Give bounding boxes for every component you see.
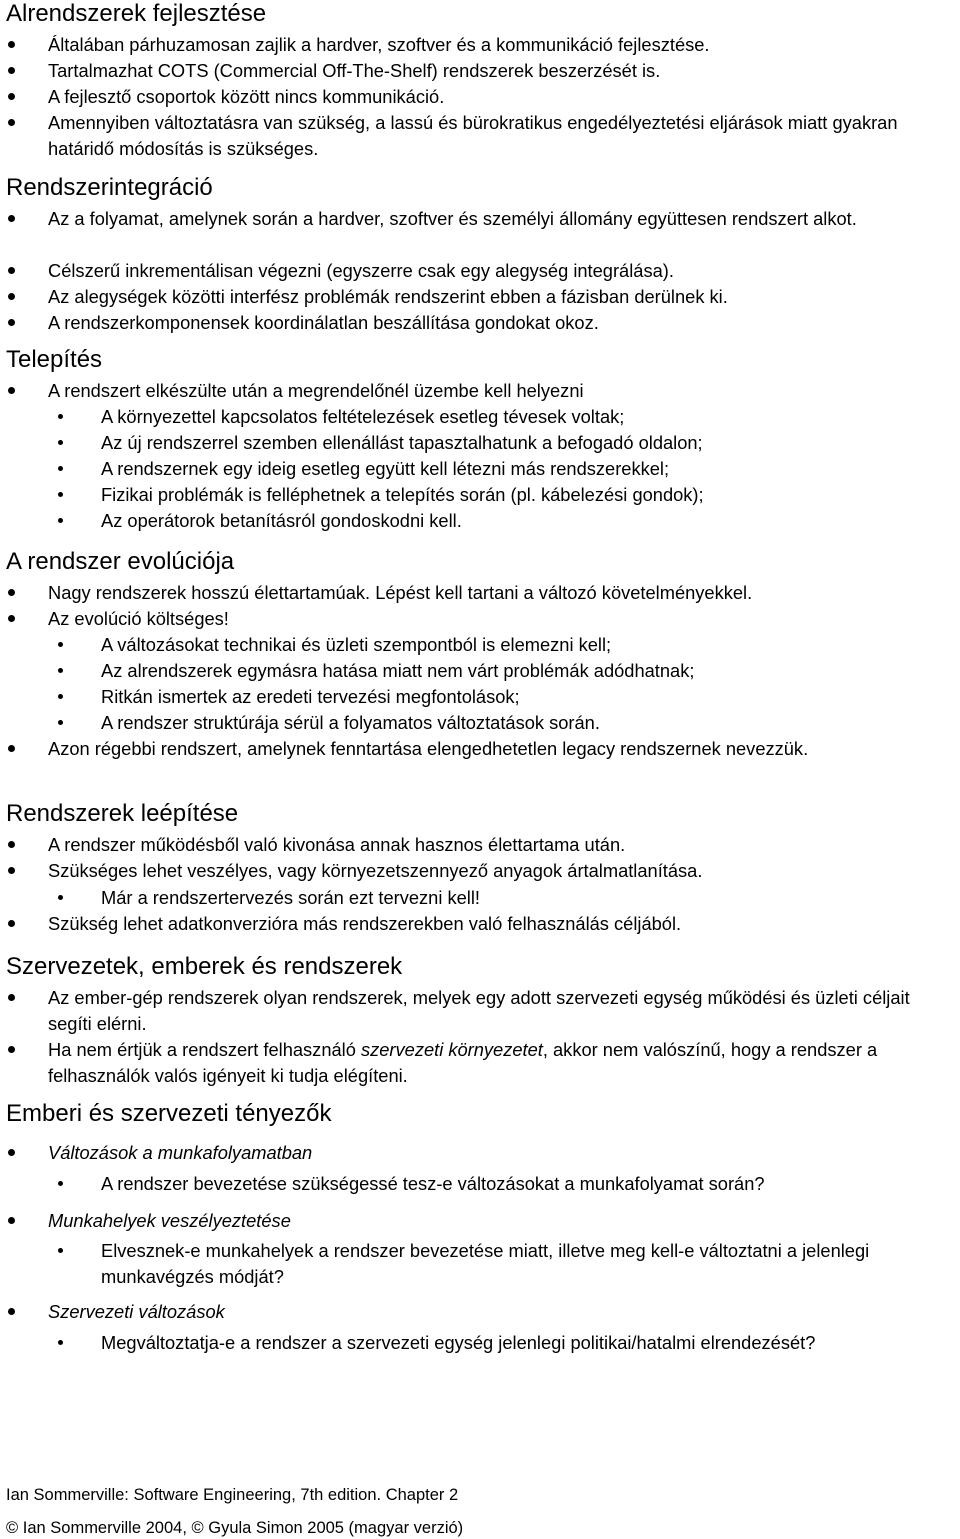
sub-bullet-icon [58, 518, 63, 523]
sub-bullet-icon [58, 668, 63, 673]
section-title-emberi-tenyezok: Emberi és szervezeti tényezők [6, 1100, 332, 1127]
footer-copyright: © Ian Sommerville 2004, © Gyula Simon 2005 (magyar verzió) [6, 1519, 464, 1537]
list-item: Az evolúció költséges! [48, 608, 229, 629]
sub-bullet-icon [58, 440, 63, 445]
sub-list-item: A rendszer struktúrája sérül a folyamatos változtatások során. [101, 712, 600, 733]
list-item: Szervezeti változások [48, 1301, 225, 1322]
list-item: A rendszer működésből való kivonása annak hasznos élettartama után. [48, 834, 626, 855]
list-item: Szükség lehet adatkonverzióra más rendszerekben való felhasználás céljából. [48, 913, 682, 934]
sub-bullet-icon [58, 1340, 63, 1345]
list-item: Az a folyamat, amelynek során a hardver, szoftver és személyi állomány együttesen rendszert alkot. [48, 208, 857, 229]
list-item: Szükséges lehet veszélyes, vagy környezetszennyező anyagok ártalmatlanítása. [48, 860, 703, 881]
bullet-icon [8, 293, 15, 300]
sub-list-item: A rendszer bevezetése szükségessé tesz-e változásokat a munkafolyamat során? [101, 1173, 765, 1194]
sub-bullet-icon [58, 642, 63, 647]
sub-bullet-icon [58, 694, 63, 699]
sub-list-item: A környezettel kapcsolatos feltételezések esetleg tévesek voltak; [101, 406, 625, 427]
list-item: Az alegységek közötti interfész problémák rendszerint ebben a fázisban derülnek ki. [48, 286, 728, 307]
list-item: A rendszerkomponensek koordinálatlan beszállítása gondokat okoz. [48, 312, 599, 333]
bullet-icon [8, 267, 15, 274]
bullet-icon [8, 589, 15, 596]
list-item: Változások a munkafolyamatban [48, 1142, 313, 1163]
bullet-icon [8, 319, 15, 326]
sub-list-item: A rendszernek egy ideig esetleg együtt kell létezni más rendszerekkel; [101, 458, 670, 479]
list-item: Azon régebbi rendszert, amelynek fenntartása elengedhetetlen legacy rendszernek nevezzük. [48, 738, 809, 759]
bullet-icon [8, 1149, 15, 1156]
sub-bullet-icon [58, 720, 63, 725]
bullet-icon [8, 1046, 15, 1053]
section-title-szervezetek: Szervezetek, emberek és rendszerek [6, 953, 403, 980]
list-item: Az ember-gép rendszerek olyan rendszerek, melyek egy adott szervezeti egység működési és üzleti céljait segíti elérni. [48, 987, 910, 1034]
footer-source: Ian Sommerville: Software Engineering, 7th edition. Chapter 2 [6, 1486, 459, 1504]
list-item: Munkahelyek veszélyeztetése [48, 1210, 291, 1231]
bullet-icon [8, 387, 15, 394]
list-item: Nagy rendszerek hosszú élettartamúak. Lépést kell tartani a változó követelményekkel. [48, 582, 753, 603]
list-item: Tartalmazhat COTS (Commercial Off-The-Shelf) rendszerek beszerzését is. [48, 60, 661, 81]
section-title-telepites: Telepítés [6, 346, 103, 373]
bullet-icon [8, 119, 15, 126]
bullet-icon [8, 215, 15, 222]
section-title-rendszerintegracio: Rendszerintegráció [6, 174, 213, 201]
bullet-icon [8, 994, 15, 1001]
section-title-alrendszerek: Alrendszerek fejlesztése [6, 0, 267, 27]
bullet-icon [8, 1308, 15, 1315]
item-text: , akkor nem valószínű, hogy a rendszer a felhasználók valós igényeit ki tudja elégíteni. [48, 1039, 878, 1086]
sub-bullet-icon [58, 1248, 63, 1253]
sub-list-item: Az operátorok betanításról gondoskodni kell. [101, 510, 462, 531]
item-text: Ha nem értjük a rendszert felhasználó [48, 1039, 361, 1060]
sub-bullet-icon [58, 466, 63, 471]
item-text-italic: szervezeti környezetet [360, 1039, 543, 1060]
list-item: Amennyiben változtatásra van szükség, a lassú és bürokratikus engedélyeztetési eljárások miatt gyakran határidő módosítás is szükséges. [48, 112, 898, 159]
bullet-icon [8, 745, 15, 752]
bullet-icon [8, 841, 15, 848]
sub-list-item: A változásokat technikai és üzleti szempontból is elemezni kell; [101, 634, 612, 655]
sub-list-item: Megváltoztatja-e a rendszer a szervezeti egység jelenlegi politikai/hatalmi elrendezését? [101, 1332, 816, 1353]
bullet-icon [8, 867, 15, 874]
bullet-icon [8, 920, 15, 927]
sub-bullet-icon [58, 1181, 63, 1186]
list-item: A fejlesztő csoportok között nincs kommunikáció. [48, 86, 445, 107]
list-item [48, 1037, 953, 1089]
sub-list-item: Már a rendszertervezés során ezt tervezni kell! [101, 887, 480, 908]
bullet-icon [8, 615, 15, 622]
bullet-icon [8, 41, 15, 48]
list-item: Általában párhuzamosan zajlik a hardver, szoftver és a kommunikáció fejlesztése. [48, 34, 710, 55]
sub-list-item: Fizikai problémák is felléphetnek a telepítés során (pl. kábelezési gondok); [101, 484, 704, 505]
sub-bullet-icon [58, 895, 63, 900]
sub-list-item: Az új rendszerrel szemben ellenállást tapasztalhatunk a befogadó oldalon; [101, 432, 703, 453]
section-title-evolucio: A rendszer evolúciója [6, 548, 235, 575]
sub-list-item: Elvesznek-e munkahelyek a rendszer bevezetése miatt, illetve meg kell-e változtatni a jelenlegi munkavégzés módját? [101, 1240, 870, 1287]
list-item: Célszerű inkrementálisan végezni (egyszerre csak egy alegység integrálása). [48, 260, 674, 281]
sub-bullet-icon [58, 492, 63, 497]
bullet-icon [8, 93, 15, 100]
sub-bullet-icon [58, 414, 63, 419]
list-item: A rendszert elkészülte után a megrendelőnél üzembe kell helyezni [48, 380, 584, 401]
sub-list-item: Ritkán ismertek az eredeti tervezési megfontolások; [101, 686, 520, 707]
bullet-icon [8, 67, 15, 74]
bullet-icon [8, 1217, 15, 1224]
sub-list-item: Az alrendszerek egymásra hatása miatt nem várt problémák adódhatnak; [101, 660, 695, 681]
section-title-leepites: Rendszerek leépítése [6, 800, 239, 827]
